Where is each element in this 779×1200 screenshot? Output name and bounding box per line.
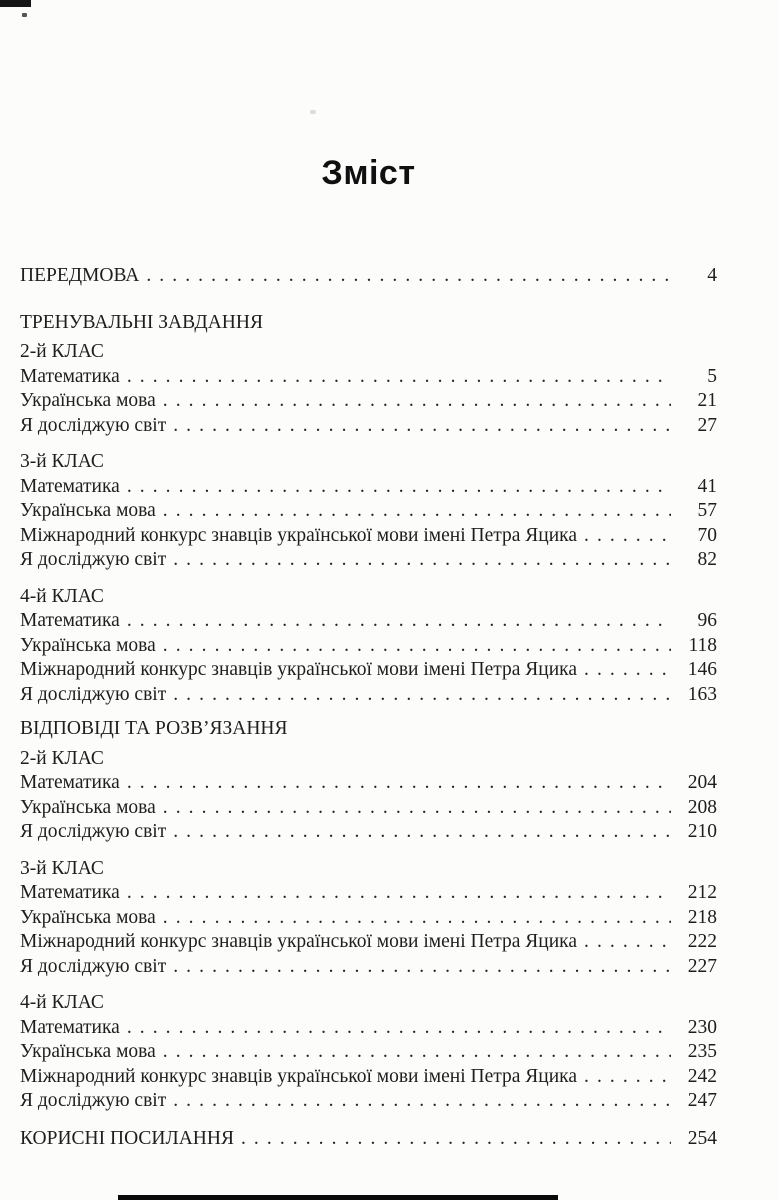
toc-label: Я досліджую світ [20,683,167,705]
toc-row [20,389,717,414]
toc-label: Українська мова [20,1041,156,1062]
toc-label: Я досліджую світ [20,955,167,977]
toc-label: Математика [20,882,120,903]
dot-leader [173,820,671,845]
dot-leader [127,365,671,390]
dot-leader [173,1089,671,1114]
toc-section-heading [20,311,717,336]
toc-label: Математика [20,365,120,387]
toc-label: КОРИСНІ ПОСИЛАННЯ [20,1127,234,1149]
toc-label: Українська мова [20,906,156,928]
toc-label: Українська мова [20,796,156,818]
toc-row [20,906,717,931]
toc-row [20,658,717,683]
toc-row [20,1089,717,1114]
toc-class-heading [20,450,717,475]
toc-label: 3-й КЛАС [20,451,104,472]
dot-leader [127,475,671,500]
dot-leader [127,771,671,796]
toc-label: 2-й КЛАС [20,341,104,362]
toc-label: Міжнародний конкурс знавців української мови імені Петра Яцика [20,1065,577,1087]
dot-leader [127,609,671,634]
scan-artifact-smudge [310,110,316,114]
toc-row [20,499,717,524]
toc-label: 3-й КЛАС [20,857,104,879]
toc-row [20,930,717,955]
dot-leader [173,683,671,708]
toc-page-number: 118 [688,634,717,656]
toc-page-number: 254 [687,1127,717,1149]
table-of-contents [20,264,717,1151]
dot-leader [163,499,671,524]
toc-row [20,414,717,439]
toc-row [20,881,717,906]
toc-page-number: 242 [687,1065,717,1087]
scan-artifact-corner-dot [22,13,27,17]
toc-row [20,634,717,659]
toc-label: Міжнародний конкурс знавців української мови імені Петра Яцика [20,524,577,546]
dot-leader [173,414,671,439]
toc-page-number: 210 [687,821,717,842]
toc-page-number: 218 [687,906,717,928]
toc-page-number: 163 [687,683,717,705]
dot-leader [146,264,671,289]
toc-page-number: 82 [697,549,717,570]
toc-class-heading [20,585,717,610]
dot-leader [584,658,671,683]
dot-leader [163,796,671,821]
toc-page-number: 222 [687,931,717,952]
toc-label: Математика [20,772,120,793]
toc-page-number: 230 [687,1016,717,1038]
dot-leader [163,1040,671,1065]
dot-leader [173,548,671,573]
toc-label: ВІДПОВІДІ ТА РОЗВ’ЯЗАННЯ [20,718,288,739]
toc-page-number: 41 [697,475,717,497]
dot-leader [163,389,671,414]
toc-label: ТРЕНУВАЛЬНІ ЗАВДАННЯ [20,311,263,333]
toc-label: 2-й КЛАС [20,747,104,769]
dot-leader [584,1065,671,1090]
toc-row [20,796,717,821]
dot-leader [127,1016,671,1041]
toc-page-number: 146 [687,659,717,680]
toc-row [20,1016,717,1041]
toc-row [20,548,717,573]
toc-page-number: 227 [687,955,717,977]
toc-label: Українська мова [20,390,156,411]
page-title: Зміст [321,153,416,192]
toc-class-heading [20,857,717,882]
toc-label: Математика [20,1016,120,1038]
toc-page-number: 4 [707,265,717,286]
toc-page-number: 235 [687,1041,717,1062]
toc-page-number: 21 [697,390,717,411]
toc-row [20,365,717,390]
toc-row [20,955,717,980]
toc-row [20,683,717,708]
toc-page-number: 27 [697,414,717,436]
toc-page-number: 208 [687,796,717,818]
toc-row [20,771,717,796]
toc-label: ПЕРЕДМОВА [20,265,140,286]
toc-label: 4-й КЛАС [20,992,104,1013]
dot-leader [584,524,671,549]
toc-label: Математика [20,610,120,631]
toc-label: Українська мова [20,500,156,521]
toc-row [20,609,717,634]
dot-leader [127,881,671,906]
toc-row [20,264,717,289]
toc-page-number: 247 [687,1090,717,1111]
toc-class-heading [20,747,717,772]
toc-page-number: 5 [707,365,717,387]
toc-page-number: 70 [697,524,717,546]
toc-page-number: 212 [687,882,717,903]
toc-page-number: 96 [697,610,717,631]
toc-label: Я досліджую світ [20,1090,167,1111]
toc-class-heading [20,991,717,1016]
toc-label: 4-й КЛАС [20,585,104,607]
toc-label: Я досліджую світ [20,549,167,570]
scan-artifact-bottom-bar [118,1195,558,1200]
toc-class-heading [20,340,717,365]
toc-row [20,1127,717,1152]
scan-artifact-corner-mark [0,0,31,7]
toc-row [20,475,717,500]
toc-row [20,524,717,549]
toc-page-number: 204 [687,772,717,793]
toc-label: Я досліджую світ [20,414,167,436]
toc-page-number: 57 [697,500,717,521]
toc-section-heading [20,717,717,742]
toc-label: Міжнародний конкурс знавців української мови імені Петра Яцика [20,659,577,680]
toc-row [20,1040,717,1065]
toc-label: Математика [20,475,120,497]
dot-leader [584,930,671,955]
dot-leader [163,906,671,931]
dot-leader [241,1127,671,1152]
toc-label: Міжнародний конкурс знавців української мови імені Петра Яцика [20,931,577,952]
dot-leader [173,955,671,980]
toc-label: Я досліджую світ [20,821,167,842]
toc-label: Українська мова [20,634,156,656]
dot-leader [163,634,671,659]
toc-row [20,820,717,845]
toc-row [20,1065,717,1090]
